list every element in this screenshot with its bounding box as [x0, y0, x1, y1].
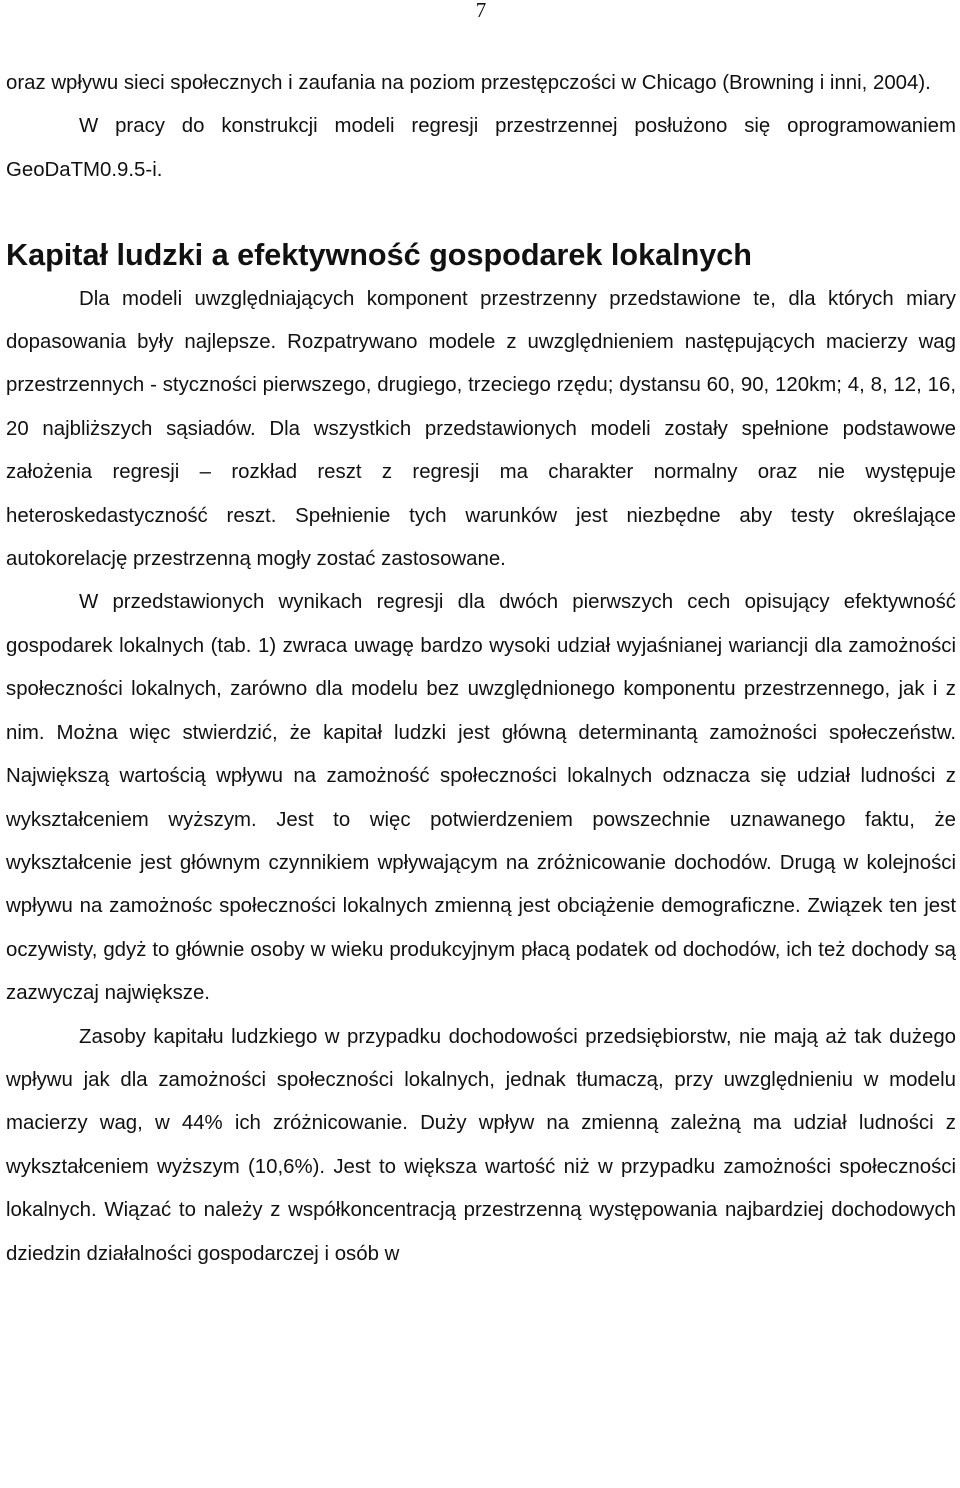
page-number: 7 [475, 0, 487, 22]
paragraph-chicago-reference: oraz wpływu sieci społecznych i zaufania na poziom przestępczości w Chicago (Browning i inni, 2004). [6, 72, 931, 94]
section-heading: Kapitał ludzki a efektywność gospodarek lokalnych [6, 238, 752, 273]
paragraph-regression-results: W przedstawionych wynikach regresji dla dwóch pierwszych cech opisujący efektywność gospodarek lokalnych (tab. 1) zwraca uwagę bardzo wysoki udział wyjaśnianej wariancji dla zamożności społeczności lokalnych, zarówno dla modelu bez uwzględnionego komponentu przestrzennego, jak i z nim. Można więc stwierdzić, że kapitał ludzki jest główną determinantą zamożności społeczeństw. Największą wartością wpływu na zamożność społeczności lokalnych odznacza się udział ludności z wykształceniem wyższym. Jest to więc potwierdzeniem powszechnie uznawanego faktu, że wykształcenie jest głównym czynnikiem wpływającym na zróżnicowanie dochodów. Drugą w kolejności wpływu na zamożnośc społeczności lokalnych zmienną jest obciążenie demograficzne. Związek ten jest oczywisty, gdyż to głównie osoby w wieku produkcyjnym płacą podatek od dochodów, ich też dochody są zazwyczaj największe. [6, 591, 956, 1005]
paragraph-human-capital: Zasoby kapitału ludzkiego w przypadku dochodowości przedsiębiorstw, nie mają aż tak dużego wpływu jak dla zamożności społeczności lokalnych, jednak tłumaczą, przy uwzględnieniu w modelu macierzy wag, w 44% ich zróżnicowanie. Duży wpływ na zmienną zależną ma udział ludności z wykształceniem wyższym (10,6%). Jest to większa wartość niż w przypadku zamożności społeczności lokalnych. Wiązać to należy z współkoncentracją przestrzenną występowania najbardziej dochodowych dziedzin działalności gospodarczej i osób w [6, 1025, 956, 1265]
paragraph-software: W pracy do konstrukcji modeli regresji przestrzennej posłużono się oprogramowaniem GeoDaTM0.9.5-i. [6, 115, 956, 181]
document-body [6, 62, 956, 1276]
paragraph-models: Dla modeli uwzględniających komponent przestrzenny przedstawione te, dla których miary dopasowania były najlepsze. Rozpatrywano modele z uwzględnieniem następujących macierzy wag przestrzennych - styczności pierwszego, drugiego, trzeciego rzędu; dystansu 60, 90, 120km; 4, 8, 12, 16, 20 najbliższych sąsiadów. Dla wszystkich przedstawionych modeli zostały spełnione podstawowe założenia regresji – rozkład reszt z regresji ma charakter normalny oraz nie występuje heteroskedastyczność reszt. Spełnienie tych warunków jest niezbędne aby testy określające autokorelację przestrzenną mogły zostać zastosowane. [6, 287, 956, 571]
